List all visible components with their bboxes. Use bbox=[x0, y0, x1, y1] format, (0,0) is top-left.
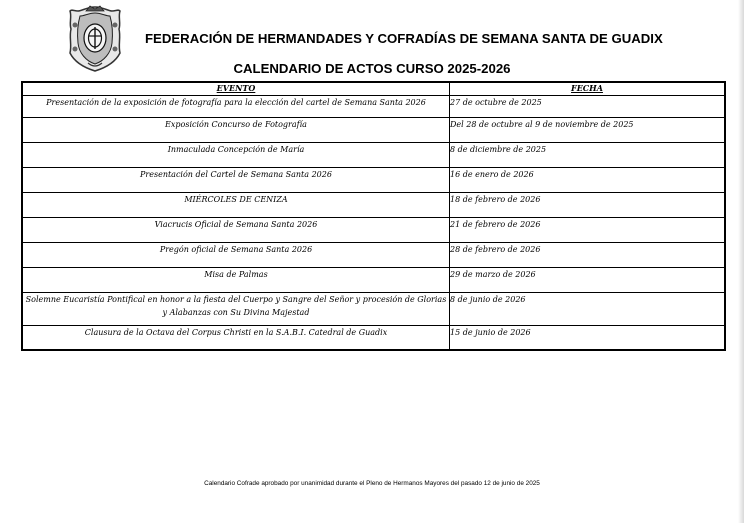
table-row bbox=[22, 143, 725, 168]
table-row bbox=[22, 96, 725, 118]
event-cell: Presentación de la exposición de fotografía para la elección del cartel de Semana Santa 2026 bbox=[22, 96, 450, 118]
event-cell: Clausura de la Octava del Corpus Christi en la S.A.B.I. Catedral de Guadix bbox=[22, 326, 450, 351]
event-cell: Viacrucis Oficial de Semana Santa 2026 bbox=[22, 218, 450, 243]
table-row bbox=[22, 168, 725, 193]
date-cell: 16 de enero de 2026 bbox=[450, 168, 726, 193]
date-cell: 21 de febrero de 2026 bbox=[450, 218, 726, 243]
page-edge-shadow bbox=[738, 0, 744, 523]
event-cell: Exposición Concurso de Fotografía bbox=[22, 118, 450, 143]
date-cell: 27 de octubre de 2025 bbox=[450, 96, 726, 118]
column-header-fecha: FECHA bbox=[450, 82, 726, 96]
calendar-subtitle: CALENDARIO DE ACTOS CURSO 2025-2026 bbox=[233, 61, 511, 76]
table-row bbox=[22, 268, 725, 293]
table-row bbox=[22, 218, 725, 243]
approval-note: Calendario Cofrade aprobado por unanimidad durante el Pleno de Hermanos Mayores del pasado 12 de junio de 2025 bbox=[204, 480, 540, 487]
event-cell: Inmaculada Concepción de María bbox=[22, 143, 450, 168]
date-cell: 18 de febrero de 2026 bbox=[450, 193, 726, 218]
table-row bbox=[22, 293, 725, 326]
column-header-evento: EVENTO bbox=[22, 82, 450, 96]
organization-title: FEDERACIÓN DE HERMANDADES Y COFRADÍAS DE SEMANA SANTA DE GUADIX bbox=[145, 31, 663, 46]
event-cell: Solemne Eucaristía Pontifical en honor a la fiesta del Cuerpo y Sangre del Señor y procesión de Glorias y Alabanzas con Su Divina Majestad bbox=[22, 293, 450, 326]
table-row bbox=[22, 193, 725, 218]
date-cell: 8 de junio de 2026 bbox=[450, 293, 726, 326]
date-cell: 8 de diciembre de 2025 bbox=[450, 143, 726, 168]
event-cell: MIÉRCOLES DE CENIZA bbox=[22, 193, 450, 218]
table-row bbox=[22, 118, 725, 143]
date-cell: 15 de junio de 2026 bbox=[450, 326, 726, 351]
table-row bbox=[22, 243, 725, 268]
table-row bbox=[22, 326, 725, 351]
date-cell: Del 28 de octubre al 9 de noviembre de 2025 bbox=[450, 118, 726, 143]
date-cell: 28 de febrero de 2026 bbox=[450, 243, 726, 268]
date-cell: 29 de marzo de 2026 bbox=[450, 268, 726, 293]
event-cell: Pregón oficial de Semana Santa 2026 bbox=[22, 243, 450, 268]
event-cell: Presentación del Cartel de Semana Santa 2026 bbox=[22, 168, 450, 193]
events-table bbox=[21, 81, 726, 351]
event-cell: Misa de Palmas bbox=[22, 268, 450, 293]
table-header-row bbox=[22, 82, 725, 96]
